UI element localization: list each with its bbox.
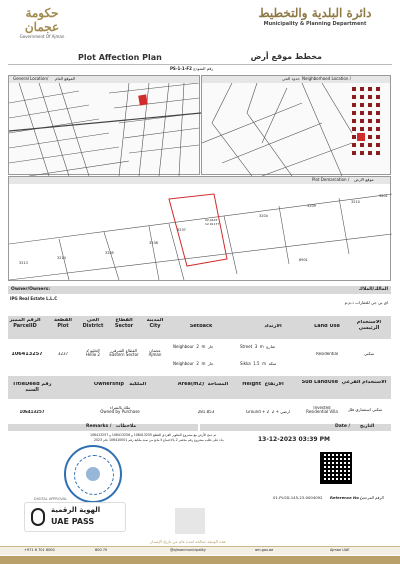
model-label-ar: رقم النموذج — [193, 66, 214, 71]
header-height-en: Height — [242, 382, 262, 387]
plot-number-3210: 3210 — [351, 200, 360, 204]
setback-sikka-label: Sikka — [240, 361, 251, 366]
remarks-label-ar: ملاحظات — [116, 424, 137, 429]
setback-neighbour-2-label: Neighbour — [173, 361, 194, 366]
general-location-label: General Location/ — [13, 76, 49, 81]
watermark-block — [175, 508, 205, 534]
header-parcel-id — [8, 318, 42, 329]
header-city-ar: المدينة — [146, 318, 164, 323]
fingerprint-icon — [31, 508, 45, 526]
value-city: عجمان Ajman — [148, 349, 162, 358]
header-sector-ar: القطاع — [115, 318, 133, 323]
plot-number-3209: 3209 — [307, 204, 316, 208]
plot-number-3214: 3214 — [57, 256, 66, 260]
setback-street-unit: m — [259, 344, 264, 349]
header-area — [170, 382, 236, 388]
value-sub-landuse-ar: سكني استثماري فلل — [347, 408, 383, 412]
value-height-ar: أرضي + 2 — [271, 410, 290, 414]
neighborhood-label: Neighborhood Location / — [302, 76, 351, 81]
value-height-en: Ground + 2 — [246, 410, 270, 414]
model-no: PS-1-1-F2 — [170, 66, 192, 71]
value-sub-landuse: Invested Residential Villa — [306, 406, 338, 415]
footer-address: Ajman UAE — [330, 548, 350, 552]
uae-pass-badge — [24, 502, 126, 532]
municipality-seal — [64, 445, 122, 503]
setback-street — [240, 345, 275, 349]
plot-number-3237: 3237 — [177, 228, 186, 232]
plot-number-3205: 3205 — [105, 251, 114, 255]
plot-number-3213: 3213 — [19, 261, 28, 265]
value-sector: القطاع الشرقي Eastern Sector — [109, 349, 139, 358]
footer-website: am.gov.ae — [255, 548, 274, 552]
owner-name-en: IPG Real Estate L.L.C — [10, 296, 58, 301]
neighborhood-label-ar: حدود الحي — [282, 76, 300, 81]
header-ownership-en: Ownership — [93, 382, 124, 387]
bottom-stripe — [0, 556, 400, 564]
digital-identity-ar: الهوية الرقمية — [51, 506, 101, 514]
remarks-label: Remarks / — [86, 424, 112, 429]
header-sector — [108, 318, 140, 329]
value-plot: 3237 — [57, 352, 69, 356]
header-sub-landuse — [300, 380, 388, 386]
setback-street-ar: شارع — [266, 344, 276, 349]
setback-neighbour-2-unit: m — [201, 361, 206, 366]
date-header — [200, 424, 391, 431]
date-label-ar: التاريخ — [360, 424, 375, 429]
setback-street-label: Street — [240, 344, 253, 349]
plot-dimension-2: 12.91177 — [205, 222, 220, 226]
general-location-label-ar: الموقع العام — [55, 76, 75, 81]
setback-sikka-value: 1.5 — [253, 361, 260, 366]
header-title-deed — [8, 382, 56, 393]
header-height-ar: الارتفاع — [264, 382, 284, 387]
header-land-use: Land Use — [314, 324, 340, 329]
setback-neighbour-2-ar: جار — [207, 361, 214, 366]
setback-neighbour-2 — [173, 362, 214, 366]
value-title-deed: 106413257 — [19, 410, 45, 414]
government-logo-en: Government Of Ajman — [19, 34, 65, 39]
header-district — [78, 318, 108, 329]
header-sector-en: Sector — [114, 322, 134, 329]
general-location-drawing — [9, 83, 201, 176]
header-district-en: District — [82, 322, 104, 329]
setback-sikka-unit: m — [262, 361, 267, 366]
reference-label: Reference No / — [330, 495, 362, 500]
remarks-line-2: بناء على طلب مشروع رقم محضر 2 بالاجتماع لا مانع من سند ملكية رقم 106410001 عام 2023 — [94, 438, 224, 442]
remarks-line-1: تم دمج الأرض مع مشروع التطوير الفردي للقطع 106413255 و 106413256 و 106413257 — [90, 433, 217, 437]
header-parcel-id-ar: الرقم المميز — [9, 318, 41, 323]
date-value: 13-12-2023 03:39 PM — [258, 436, 331, 443]
demarcation-label-ar: موقع الارض — [354, 177, 374, 182]
setback-sikka-ar: سكة — [268, 361, 277, 366]
title-en: Plot Affection Plan — [78, 53, 162, 62]
value-area: 281.853 — [197, 410, 215, 414]
setback-neighbour-2-value: 2 — [196, 361, 199, 366]
header-land-use-ar: الاستخدام الرئيسي — [356, 320, 382, 331]
setback-neighbour-1-label: Neighbour — [173, 344, 194, 349]
general-location-map — [8, 75, 200, 175]
owner-name-ar: اي بي جي للعقارات ذ.م.م — [344, 300, 388, 305]
header-plot — [48, 318, 78, 329]
title-ar: مخطط موقع أرض — [250, 52, 322, 61]
footer-bar — [0, 546, 400, 555]
value-parcel-id: 106413257 — [11, 352, 43, 357]
header-title-deed-ar: رقم السند — [25, 382, 52, 393]
remarks-header — [8, 424, 198, 431]
plot-dimension-1: 22.4423 — [205, 218, 218, 222]
neighborhood-drawing — [202, 83, 392, 176]
plot-demarcation-map — [8, 176, 391, 281]
setback-sikka — [240, 362, 276, 366]
department-logo-en: Municipality & Planning Department — [263, 21, 367, 27]
header-parcel-id-en: ParcelID — [13, 322, 37, 329]
value-land-use-ar: سكني — [363, 352, 375, 356]
header-ownership — [80, 382, 160, 388]
demarcation-label: Plot Demarcation / — [312, 177, 350, 182]
value-ownership: ملك بالشراء Owned by Purchase — [100, 406, 140, 415]
uae-pass-text: UAE PASS — [51, 517, 95, 526]
digital-approval-label: DIGITAL APPROVAL — [34, 497, 68, 501]
header-sub-landuse-ar: الاستخدام الفرعي — [341, 380, 387, 385]
value-height — [238, 410, 298, 414]
header-plot-en: Plot — [57, 322, 69, 329]
header-district-ar: الحي — [86, 318, 100, 323]
value-district: الحليو 2 Helio 2 — [86, 349, 100, 358]
footer-tollfree: 800 70 — [95, 548, 108, 552]
date-label: Date / — [335, 424, 351, 429]
setback-neighbour-1-unit: m — [201, 344, 206, 349]
demarcation-drawing — [9, 184, 392, 282]
plot-number-3204: 3204 — [259, 214, 268, 218]
reference-no: 01-PLOD-145-23-0004092 — [273, 495, 323, 500]
department-logo-ar: دائرة البلدية والتخطيط — [258, 6, 372, 20]
neighborhood-location-map — [201, 75, 391, 175]
header-sub-landuse-en: Sub LandUse — [301, 380, 339, 385]
owner-header — [8, 286, 391, 294]
header-city-en: City — [149, 322, 161, 329]
plot-number-6901: 6901 — [299, 258, 308, 262]
header-ownership-ar: الملكية — [129, 382, 147, 387]
header-title-deed-en: TitleDeed — [12, 382, 40, 387]
model-number — [170, 67, 213, 71]
footer-note: هذه الوثيقة صالحة لمدة عام من تاريخ الإصدار — [150, 539, 226, 544]
value-land-use: Residential — [315, 352, 339, 356]
plot-number-3238: 3238 — [149, 241, 158, 245]
header-irtidad-ar: الارتداد — [264, 324, 282, 329]
owner-label: Owner/Owners: — [11, 286, 51, 292]
setback-neighbour-1-value: 2 — [196, 344, 199, 349]
header-height — [238, 382, 288, 388]
reference-label-ar: الرقم المرجعي — [360, 495, 384, 500]
government-logo — [12, 6, 72, 40]
setback-neighbour-1-ar: جار — [207, 344, 214, 349]
footer-social: @ajmanmunicipality — [170, 548, 206, 552]
owner-label-ar: المالك/الملاك — [358, 286, 388, 292]
footer-phone: +971 6 701 6000 — [24, 548, 55, 552]
header-area-ar: المساحة — [207, 382, 229, 387]
setback-street-value: 3 — [254, 344, 258, 349]
plot-number-3201: 3201 — [379, 194, 388, 198]
department-logo — [240, 6, 390, 40]
header-city — [140, 318, 170, 329]
qr-code — [320, 452, 352, 484]
setback-neighbour-1 — [173, 345, 214, 349]
header-setback: Setback — [189, 324, 213, 329]
title-band — [8, 52, 392, 65]
header-plot-ar: القطعة — [54, 318, 72, 323]
government-logo-ar: حكومة عجمان — [24, 6, 60, 34]
header-area-en: Area(m2) — [177, 382, 205, 387]
